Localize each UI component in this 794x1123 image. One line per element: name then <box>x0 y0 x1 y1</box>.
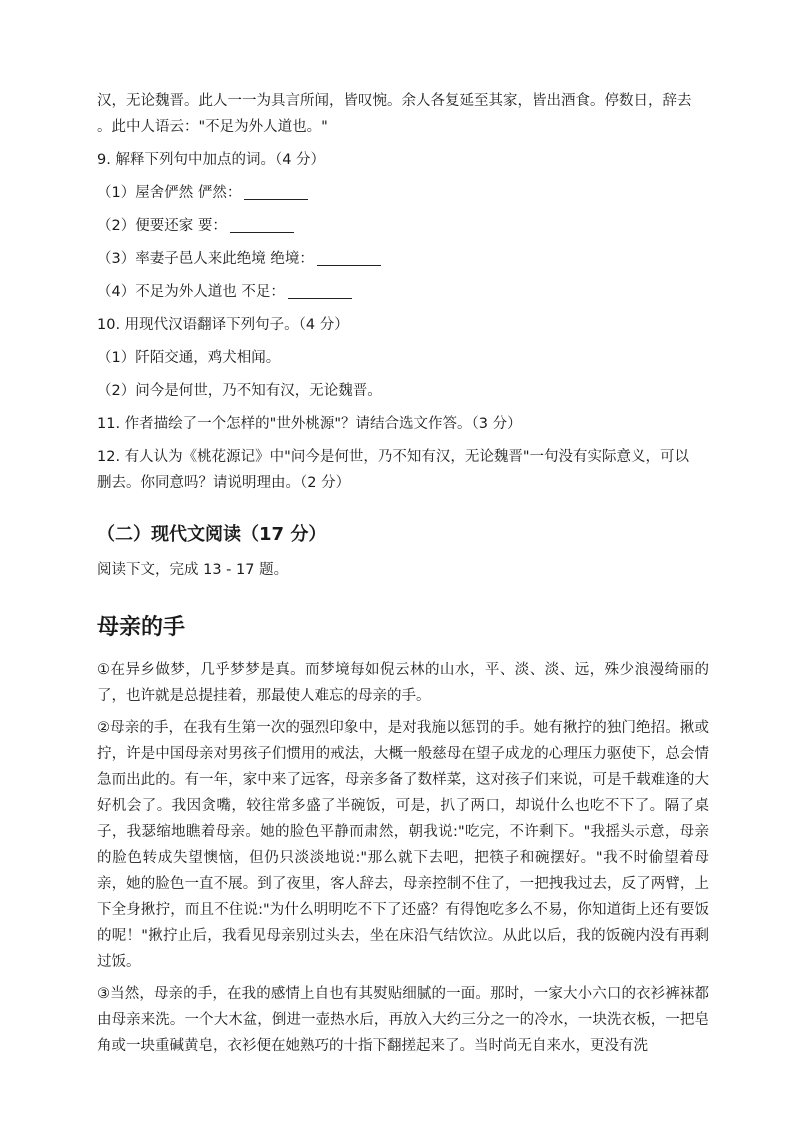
passage-tail-line-2: 。此中人语云："不足为外人道也。" <box>97 119 328 135</box>
question-9-item-4: （4）不足为外人道也 不足： <box>97 279 709 305</box>
section-heading: （二）现代文阅读（17 分） <box>97 524 327 545</box>
question-12-line-1: 12. 有人认为《桃花源记》中"问今是何世，乃不知有汉，无论魏晋"一句没有实际意义，可以 <box>97 449 690 465</box>
document-page <box>97 88 709 1065</box>
question-9-item-1: （1）屋舍俨然 俨然： <box>97 180 709 206</box>
article-paragraph-3: ③当然，母亲的手，在我的感情上自也有其熨贴细腻的一面。那时，一家大小六口的衣衫裤袜都由母亲来洗。一个大木盆，倒进一壶热水后，再放入大约三分之一的冷水，一块洗衣板，一把皂角或一块重碱黄皂，衣衫便在她熟巧的十指下翻搓起来了。当时尚无自来水，更没有洗 <box>97 986 709 1054</box>
question-9-item-2: （2）便要还家 要： <box>97 213 709 239</box>
article-paragraph-2: ②母亲的手，在我有生第一次的强烈印象中，是对我施以惩罚的手。她有揪拧的独门绝招。揪或拧，许是中国母亲对男孩子们惯用的戒法，大概一般慈母在望子成龙的心理压力驱使下，总会情急而出此的。有一年，家中来了远客，母亲多备了数样菜，这对孩子们来说，可是千载难逢的大好机会了。我因贪嘴，较往常多盛了半碗饭，可是，扒了两口，却说什么也吃不下了。隔了桌子，我瑟缩地瞧着母亲。她的脸色平静而肃然，朝我说:"吃完，不许剩下。"我摇头示意，母亲的脸色转成失望懊恼，但仍只淡淡地说:"那么就下去吧，把筷子和碗摆好。"我不时偷望着母亲，她的脸色一直不展。到了夜里，客人辞去，母亲控制不住了，一把拽我过去，反了两臂，上下全身揪拧，而且不住说:"为什么明明吃不下了还盛？有得饱吃多么不易，你知道街上还有要饭的呢！"揪拧止后，我看见母亲别过头去，坐在床沿气结饮泣。从此以后，我的饭碗内没有再剩过饭。 <box>97 720 709 970</box>
question-10-stem: 10. 用现代汉语翻译下列句子。（4 分） <box>97 317 349 333</box>
answer-blank[interactable] <box>288 283 352 299</box>
question-9-item-3: （3）率妻子邑人来此绝境 绝境： <box>97 246 709 272</box>
answer-blank[interactable] <box>230 217 294 233</box>
question-10-item-1: （1）阡陌交通，鸡犬相闻。 <box>97 350 281 366</box>
article-title: 母亲的手 <box>97 615 186 640</box>
answer-blank[interactable] <box>317 250 381 266</box>
question-11: 11. 作者描绘了一个怎样的"世外桃源"？请结合选文作答。（3 分） <box>97 416 522 432</box>
question-10-item-2: （2）问今是何世，乃不知有汉，无论魏晋。 <box>97 383 382 399</box>
section-instruction: 阅读下文，完成 13 - 17 题。 <box>97 562 289 578</box>
answer-blank[interactable] <box>244 184 308 200</box>
question-9-stem: 9. 解释下列句中加点的词。（4 分） <box>97 152 326 168</box>
question-12-line-2: 删去。你同意吗？请说明理由。（2 分） <box>97 475 351 491</box>
passage-tail-line-1: 汉，无论魏晋。此人一一为具言所闻，皆叹惋。余人各复延至其家，皆出酒食。停数日，辞去 <box>97 93 692 109</box>
article-paragraph-1: ①在异乡做梦，几乎梦梦是真。而梦境每如倪云林的山水，平、淡、淡、远，殊少浪漫绮丽的了，也许就是总提挂着，那最使人难忘的母亲的手。 <box>97 662 709 704</box>
